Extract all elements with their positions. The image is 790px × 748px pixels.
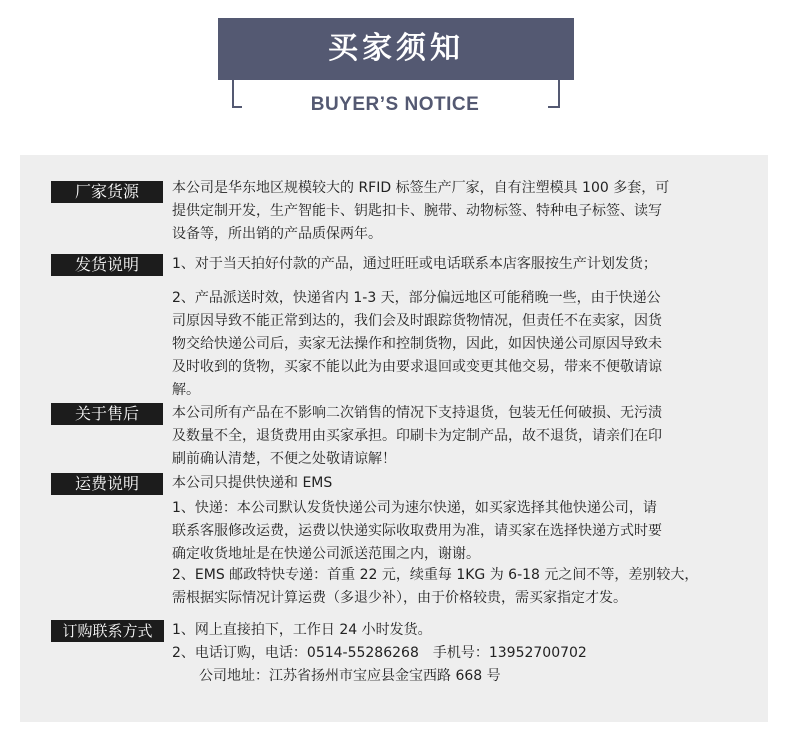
shipping-line: 及时收到的货物，买家不能以此为由要求退回或变更其他交易，带来不便敬请谅: [172, 359, 662, 375]
freight-line: 需根据实际情况计算运费（多退少补），由于价格较贵，需买家指定才发。: [172, 590, 627, 606]
title-bracket-right: [548, 80, 560, 108]
page-subtitle: BUYER’S NOTICE: [242, 94, 548, 116]
contact-line: 1、网上直接拍下，工作日 24 小时发货。: [172, 622, 432, 638]
contact-address: 公司地址：江苏省扬州市宝应县金宝西路 668 号: [199, 668, 501, 684]
freight-intro: [172, 472, 737, 495]
freight-line: 联系客服修改运费，运费以快递实际收取费用为准，请买家在选择快递方式时要: [172, 523, 662, 539]
section-label-factory: 厂家货源: [51, 181, 163, 203]
contact-line: 2、电话订购，电话：0514-55286268 手机号：13952700702: [172, 645, 587, 661]
page-title: 买家须知: [218, 18, 574, 80]
contact-text: [172, 619, 737, 688]
aftersales-line: 及数量不全，退货费用由买家承担。印刷卡为定制产品，故不退货，请亲们在印: [172, 428, 662, 444]
shipping-item-2: [172, 287, 737, 402]
factory-line: 本公司是华东地区规模较大的 RFID 标签生产厂家，自有注塑模具 100 多套，可: [172, 180, 670, 196]
freight-line: 确定收货地址是在快递公司派送范围之内，谢谢。: [172, 546, 480, 562]
freight-line: 1、快递：本公司默认发货快递公司为速尔快递，如买家选择其他快递公司，请: [172, 500, 657, 516]
shipping-line: 解。: [172, 382, 200, 398]
shipping-line: 物交给快递公司后，卖家无法操作和控制货物，因此，如因快递公司原因导致未: [172, 336, 662, 352]
shipping-line: 2、产品派送时效，快递省内 1-3 天，部分偏远地区可能稍晚一些，由于快递公: [172, 290, 661, 306]
shipping-line: 司原因导致不能正常到达的，我们会及时跟踪货物情况，但责任不在卖家，因货: [172, 313, 662, 329]
factory-line: 设备等，所出销的产品质保两年。: [172, 226, 382, 242]
factory-line: 提供定制开发，生产智能卡、钥匙扣卡、腕带、动物标签、特种电子标签、读写: [172, 203, 662, 219]
section-label-freight: 运费说明: [51, 473, 163, 495]
freight-line: 2、EMS 邮政特快专递：首重 22 元，续重每 1KG 为 6-18 元之间不等，差别较大，: [172, 567, 699, 583]
shipping-line: 1、对于当天拍好付款的产品，通过旺旺或电话联系本店客服按生产计划发货；: [172, 256, 657, 272]
factory-text: [172, 177, 737, 246]
section-label-contact: 订购联系方式: [51, 620, 164, 642]
section-label-aftersales: 关于售后: [51, 403, 163, 425]
freight-item-1: [172, 497, 737, 566]
aftersales-line: 刷前确认清楚，不便之处敬请谅解！: [172, 451, 396, 467]
freight-line: 本公司只提供快递和 EMS: [172, 475, 333, 491]
section-label-shipping: 发货说明: [51, 254, 163, 276]
aftersales-text: [172, 402, 737, 471]
freight-item-2: [172, 564, 737, 610]
shipping-item-1: [172, 253, 737, 276]
aftersales-line: 本公司所有产品在不影响二次销售的情况下支持退货，包装无任何破损、无污渍: [172, 405, 662, 421]
